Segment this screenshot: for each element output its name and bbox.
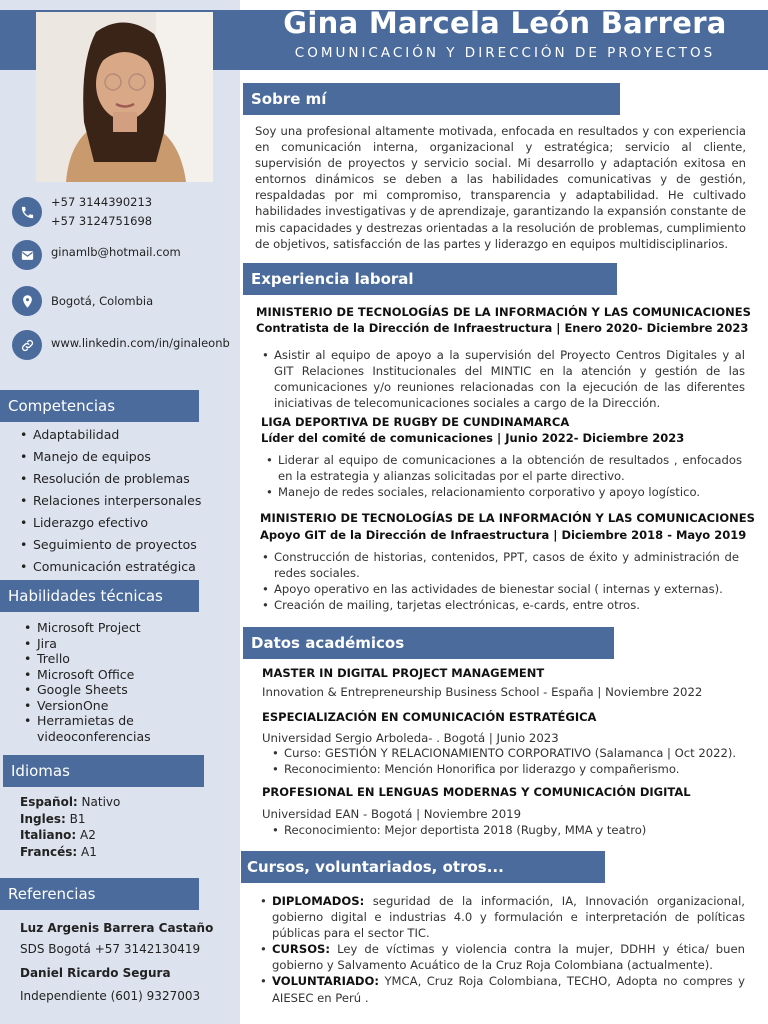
- competencia-item: • Adaptabilidad: [20, 424, 201, 446]
- contact-location: [12, 286, 153, 316]
- sobre-text: Soy una profesional altamente motivada, enfocada en resultados y con experiencia en comunicación interna, organizacional y estratégica; servicio al cliente, supervisión de proyectos y servicio social. Mi desarrollo y adaptación exitosa en entornos dinámicos se deben a las habilidades comunicativas y de gestión, respaldadas por mi compromiso, transparencia y adaptabilidad. He cultivado habilidades investigativas y de aprendizaje, garantizando la expansión constante de mis capacidades y destrezas orientadas a la resolución de problemas, cumplimiento de objetivos, satisfacción de las partes y liderazgo en equipos multidisciplinarios.: [255, 124, 746, 251]
- idioma-name: Ingles:: [20, 811, 66, 826]
- reference-2-info: Independiente (601) 9327003: [20, 989, 201, 1003]
- degree-2-title: ESPECIALIZACIÓN EN COMUNICACIÓN ESTRATÉGICA: [262, 710, 597, 724]
- curso-label: DIPLOMADOS:: [272, 894, 365, 908]
- job-bullet: • Apoyo operativo en las actividades de bienestar social ( internas y externas).: [262, 581, 739, 597]
- habilidad-item: • Microsoft Project: [24, 620, 224, 636]
- idioma-level: A1: [77, 844, 97, 859]
- curso-text: seguridad de la información, IA, Innovación organizacional, gobierno digital e industrias 4.0 y formulación e interpretación de políticas públicas para el sector TIC.: [272, 894, 745, 941]
- phone-1[interactable]: +57 3144390213: [51, 195, 153, 209]
- job-3-org: MINISTERIO DE TECNOLOGÍAS DE LA INFORMACIÓN Y LAS COMUNICACIONES: [260, 511, 755, 525]
- idioma-item: [20, 794, 120, 811]
- idioma-level: A2: [76, 828, 96, 842]
- degree-3-institution: Universidad EAN - Bogotá | Noviembre 2019: [262, 807, 522, 821]
- competencias-heading: Competencias: [0, 390, 199, 422]
- job-bullet: • Construcción de historias, contenidos, PPT, casos de éxito y administración de redes sociales.: [262, 549, 739, 581]
- degree-3-bullets: [272, 822, 752, 838]
- habilidad-item: • Jira: [24, 636, 224, 652]
- habilidad-item: • Trello: [24, 651, 224, 667]
- idioma-level: Nativo: [77, 795, 121, 809]
- competencia-item: • Liderazgo efectivo: [20, 512, 201, 534]
- contact-email: [12, 240, 181, 270]
- experiencia-heading: Experiencia laboral: [243, 263, 617, 295]
- habilidades-list: [24, 620, 224, 744]
- competencia-item: • Resolución de problemas: [20, 468, 201, 490]
- habilidad-item: • VersionOne: [24, 698, 224, 714]
- degree-2-institution: Universidad Sergio Arboleda- . Bogotá | Junio 2023: [262, 731, 559, 745]
- location-pin-icon: [12, 286, 42, 316]
- degree-bullet: • Reconocimiento: Mención Honorifica por liderazgo y compañerismo.: [272, 761, 762, 777]
- phone-2[interactable]: +57 3124751698: [51, 214, 153, 228]
- competencia-item: • Seguimiento de proyectos: [20, 534, 201, 556]
- idiomas-heading: Idiomas: [3, 755, 204, 787]
- idioma-name: Francés:: [20, 844, 78, 859]
- degree-1-institution: Innovation & Entrepreneurship Business School - España | Noviembre 2022: [262, 685, 703, 699]
- job-bullet: • Creación de mailing, tarjetas electrónicas, e-cards, entre otros.: [262, 597, 739, 613]
- cursos-list: [260, 893, 745, 1006]
- competencia-item: • Manejo de equipos: [20, 446, 201, 468]
- idioma-name: Español:: [20, 795, 78, 809]
- portrait-image: [36, 12, 213, 182]
- competencia-item: • Comunicación estratégica: [20, 556, 201, 578]
- job-bullet: • Manejo de redes sociales, relacionamiento corporativo y apoyo logístico.: [266, 484, 742, 500]
- degree-bullet: • Curso: GESTIÓN Y RELACIONAMIENTO CORPORATIVO (Salamanca | Oct 2022).: [272, 745, 762, 761]
- degree-3-title: PROFESIONAL EN LENGUAS MODERNAS Y COMUNICACIÓN DIGITAL: [262, 785, 691, 799]
- job-2-bullets: [266, 452, 742, 500]
- job-bullet: • Asistir al equipo de apoyo a la supervisión del Proyecto Centros Digitales y al GIT Relaciones Institucionales del MINTIC en la atención y gestión de las comunicaciones y/o reuniones relacionadas con la ejecución de las diferentes iniciativas de telecomunicaciones sociales a cargo de la Dirección.: [262, 347, 745, 411]
- job-1-org: MINISTERIO DE TECNOLOGÍAS DE LA INFORMACIÓN Y LAS COMUNICACIONES: [256, 305, 751, 319]
- curso-text: Ley de víctimas y violencia contra la mujer, DDHH y ética/ buen gobierno y Salvamento Acuático de la Cruz Roja Colombiana (actualmente).: [272, 942, 745, 973]
- job-3-bullets: [262, 549, 739, 613]
- idioma-name: Italiano:: [20, 828, 77, 842]
- habilidad-item: • Herramietas de videoconferencias: [24, 713, 224, 744]
- job-3-role: Apoyo GIT de la Dirección de Infraestructura | Diciembre 2018 - Mayo 2019: [260, 528, 747, 542]
- curso-text: YMCA, Cruz Roja Colombiana, TECHO, Adopta no compres y AIESEC en Perú .: [272, 974, 745, 1005]
- job-2-role: Líder del comité de comunicaciones | Junio 2022- Diciembre 2023: [261, 431, 685, 445]
- referencias-heading: Referencias: [0, 878, 199, 910]
- reference-1-name: Luz Argenis Barrera Castaño: [20, 921, 214, 935]
- degree-1-title: MASTER IN DIGITAL PROJECT MANAGEMENT: [262, 666, 545, 680]
- email-icon: [12, 240, 42, 270]
- idioma-level: B1: [65, 811, 86, 826]
- habilidad-item: • Microsoft Office: [24, 667, 224, 683]
- location-text: Bogotá, Colombia: [51, 293, 154, 308]
- idioma-item: [20, 811, 120, 828]
- curso-item: [260, 893, 745, 941]
- curso-item: [260, 941, 745, 973]
- degree-2-bullets: [272, 745, 762, 777]
- cursos-heading: Cursos, voluntariados, otros...: [241, 851, 605, 883]
- profile-photo: [36, 12, 213, 182]
- idioma-item: [20, 827, 120, 844]
- competencias-list: [20, 424, 201, 578]
- habilidades-heading: Habilidades técnicas: [0, 580, 199, 612]
- phone-icon: [12, 197, 42, 227]
- link-icon: [12, 330, 42, 360]
- curso-label: VOLUNTARIADO:: [272, 974, 380, 989]
- reference-2-name: Daniel Ricardo Segura: [20, 966, 171, 980]
- job-bullet: • Liderar al equipo de comunicaciones a la obtención de resultados , enfocados en la estrategia y alianzas solicitadas por el parte directivo.: [266, 452, 742, 484]
- reference-1-info: SDS Bogotá +57 3142130419: [20, 942, 201, 956]
- competencia-item: • Relaciones interpersonales: [20, 490, 201, 512]
- profession-subtitle: COMUNICACIÓN Y DIRECCIÓN DE PROYECTOS: [294, 45, 716, 61]
- idiomas-list: [20, 794, 120, 860]
- degree-bullet: • Reconocimiento: Mejor deportista 2018 (Rugby, MMA y teatro): [272, 822, 752, 838]
- email-address[interactable]: ginamlb@hotmail.com: [51, 244, 181, 259]
- curso-label: CURSOS:: [272, 942, 331, 957]
- job-2-org: LIGA DEPORTIVA DE RUGBY DE CUNDINAMARCA: [261, 415, 570, 429]
- linkedin-url[interactable]: www.linkedin.com/in/ginaleonb: [51, 335, 230, 350]
- full-name: Gina Marcela León Barrera: [283, 6, 727, 40]
- habilidad-item: • Google Sheets: [24, 682, 224, 698]
- sobre-heading: Sobre mí: [243, 83, 620, 115]
- job-1-role: Contratista de la Dirección de Infraestructura | Enero 2020- Diciembre 2023: [256, 321, 749, 335]
- idioma-item: [20, 844, 120, 861]
- contact-linkedin: [12, 330, 230, 360]
- job-1-bullets: [262, 347, 745, 411]
- curso-item: [260, 973, 745, 1005]
- contact-phone: [12, 193, 152, 231]
- academicos-heading: Datos académicos: [243, 627, 614, 659]
